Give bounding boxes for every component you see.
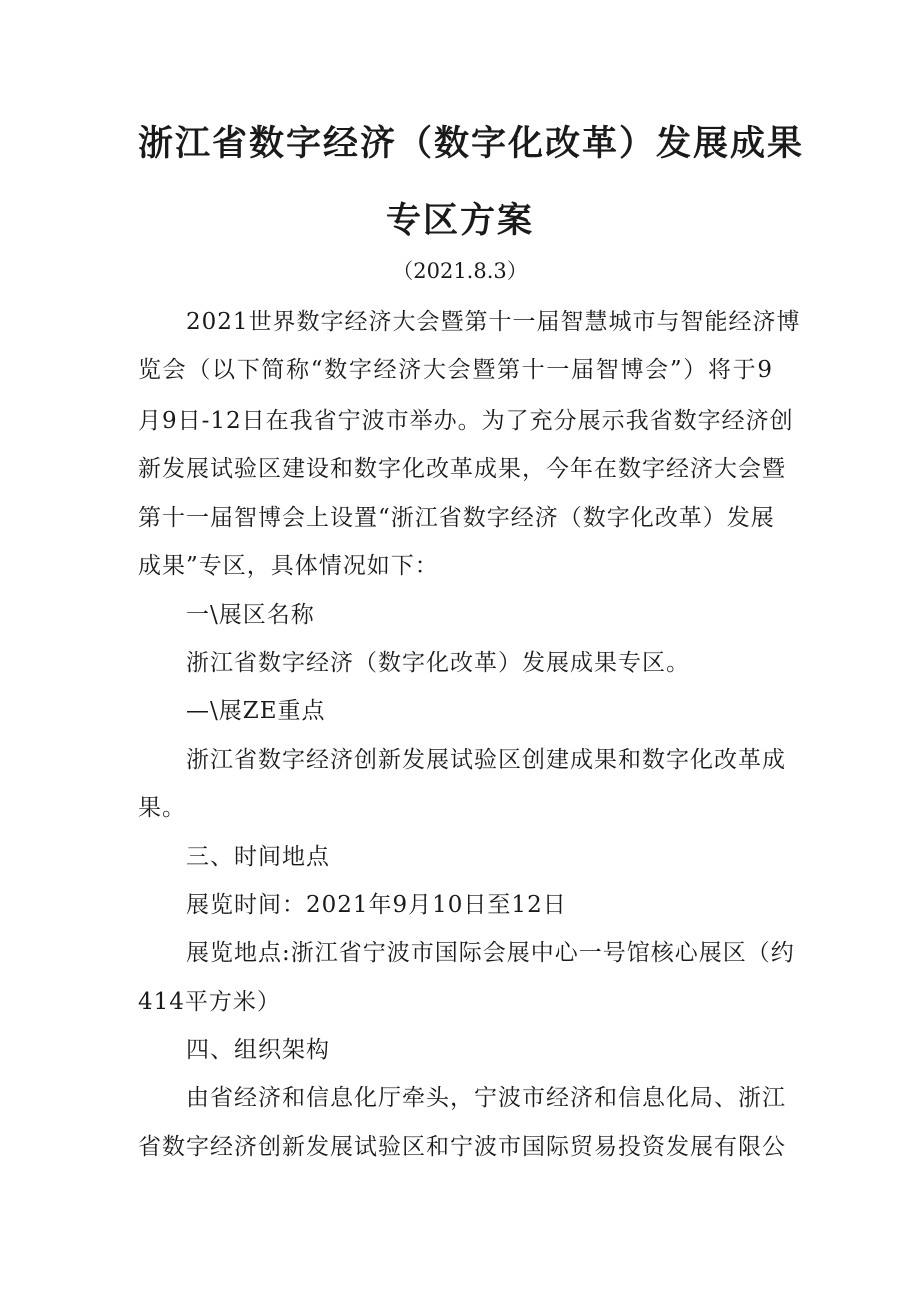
body-line-3: 月9日-12日在我省宁波市举办。为了充分展示我省数字经济创 bbox=[138, 408, 794, 434]
body-line-5: 第十一届智博会上设置“浙江省数字经济（数字化改革）发展 bbox=[138, 505, 775, 531]
body-line-8: 浙江省数字经济创新发展试验区创建成果和数字化改革成 bbox=[186, 747, 786, 773]
body-line-12: 414平方米） bbox=[138, 989, 281, 1015]
body-line-6: 成果”专区，具体情况如下： bbox=[138, 553, 439, 579]
body-line-13: 由省经济和信息化厅牵头，宁波市经济和信息化局、浙江 bbox=[186, 1085, 786, 1111]
document-title-line-1: 浙江省数字经济（数字化改革）发展成果 bbox=[138, 124, 805, 164]
body-line-9: 果。 bbox=[138, 795, 186, 821]
document-title-line-2: 专区方案 bbox=[385, 201, 534, 241]
document-date: （2021.8.3） bbox=[392, 259, 528, 283]
section-heading-1: 一\展区名称 bbox=[186, 602, 315, 628]
body-line-4: 新发展试验区建设和数字化改革成果，今年在数字经济大会暨 bbox=[138, 456, 786, 482]
section-heading-4: 四、组织架构 bbox=[186, 1037, 330, 1063]
section-heading-2: —\展ZE重点 bbox=[186, 698, 326, 724]
body-line-10: 展览时间：2021年9月10日至12日 bbox=[186, 892, 567, 918]
section-heading-3: 三、时间地点 bbox=[186, 844, 330, 870]
body-line-2: 览会（以下简称“数字经济大会暨第十一届智博会”）将于9 bbox=[138, 357, 773, 383]
body-line-7: 浙江省数字经济（数字化改革）发展成果专区。 bbox=[186, 650, 690, 676]
body-line-14: 省数字经济创新发展试验区和宁波市国际贸易投资发展有限公 bbox=[138, 1134, 786, 1160]
body-line-1: 2021世界数字经济大会暨第十一届智慧城市与智能经济博 bbox=[186, 309, 801, 335]
body-line-11: 展览地点:浙江省宁波市国际会展中心一号馆核心展区（约 bbox=[186, 940, 795, 966]
